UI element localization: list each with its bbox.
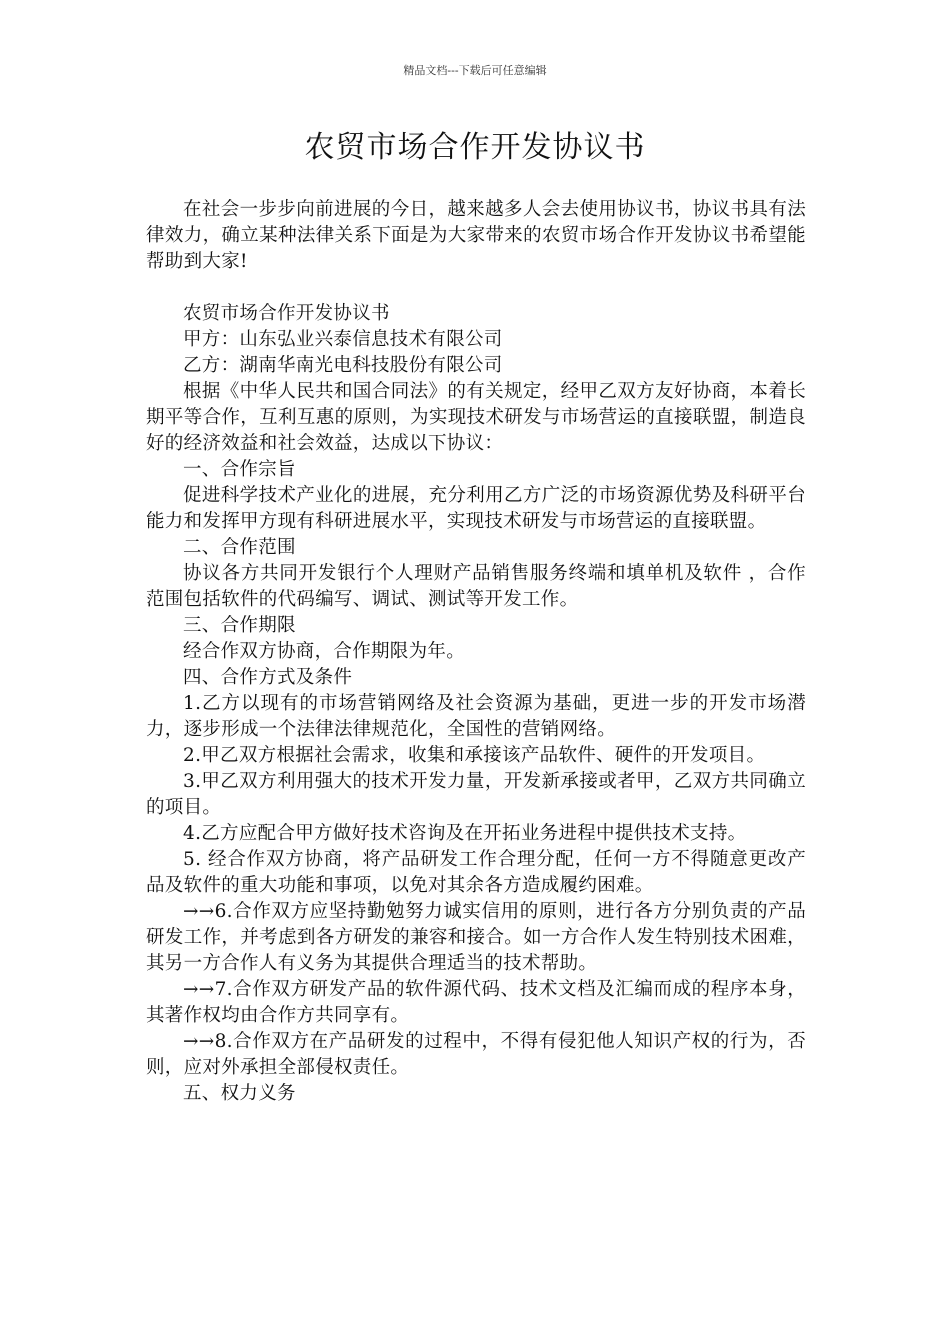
condition-item: →→8.合作双方在产品研发的过程中，不得有侵犯他人知识产权的行为，否则，应对外承担全部侵权责任。 — [146, 1031, 806, 1078]
purpose-paragraph: 促进科学技术产业化的进展，充分利用乙方广泛的市场资源优势及科研平台能力和发挥甲方现有科研进展水平，实现技术研发与市场营运的直接联盟。 — [146, 485, 806, 532]
condition-item: 5. 经合作双方协商，将产品研发工作合理分配，任何一方不得随意更改产品及软件的重大功能和事项，以免对其余各方造成履约困难。 — [146, 849, 806, 896]
section-heading-scope: 二、合作范围 — [183, 537, 296, 558]
condition-item: 2.甲乙双方根据社会需求，收集和承接该产品软件、硬件的开发项目。 — [183, 745, 766, 766]
scope-paragraph: 协议各方共同开发银行个人理财产品销售服务终端和填单机及软件 ，合作范围包括软件的代码编写、调试、测试等开发工作。 — [146, 563, 806, 610]
condition-item: 4.乙方应配合甲方做好技术咨询及在开拓业务进程中提供技术支持。 — [183, 823, 747, 844]
document-body — [146, 197, 806, 1107]
section-heading-rights: 五、权力义务 — [183, 1083, 296, 1104]
agreement-subtitle: 农贸市场合作开发协议书 — [183, 303, 390, 324]
section-heading-term: 三、合作期限 — [183, 615, 296, 636]
party-a: 甲方：山东弘业兴泰信息技术有限公司 — [183, 329, 503, 350]
section-heading-purpose: 一、合作宗旨 — [183, 459, 296, 480]
document-title: 农贸市场合作开发协议书 — [304, 130, 646, 165]
intro-paragraph: 在社会一步步向前进展的今日，越来越多人会去使用协议书，协议书具有法律效力，确立某种法律关系下面是为大家带来的农贸市场合作开发协议书希望能帮助到大家! — [146, 199, 806, 272]
paragraph-gap — [146, 275, 806, 301]
condition-item: →→6.合作双方应坚持勤勉努力诚实信用的原则，进行各方分别负责的产品研发工作，并考虑到各方研发的兼容和接合。如一方合作人发生特别技术困难，其另一方合作人有义务为其提供合理适当的技术帮助。 — [146, 901, 806, 974]
party-b: 乙方：湖南华南光电科技股份有限公司 — [183, 355, 503, 376]
condition-item: →→7.合作双方研发产品的软件源代码、技术文档及汇编而成的程序本身，其著作权均由合作方共同享有。 — [146, 979, 806, 1026]
preamble-paragraph: 根据《中华人民共和国合同法》的有关规定，经甲乙双方友好协商，本着长期平等合作，互利互惠的原则，为实现技术研发与市场营运的直接联盟，制造良好的经济效益和社会效益，达成以下协议： — [146, 381, 806, 454]
term-paragraph: 经合作双方协商，合作期限为年。 — [183, 641, 466, 662]
condition-item: 1.乙方以现有的市场营销网络及社会资源为基础，更进一步的开发市场潜力，逐步形成一个法律法律规范化，全国性的营销网络。 — [146, 693, 806, 740]
header-note: 精品文档---下载后可任意编辑 — [403, 64, 547, 77]
section-heading-conditions: 四、合作方式及条件 — [183, 667, 353, 688]
condition-item: 3.甲乙双方利用强大的技术开发力量，开发新承接或者甲，乙双方共同确立的项目。 — [146, 771, 806, 818]
